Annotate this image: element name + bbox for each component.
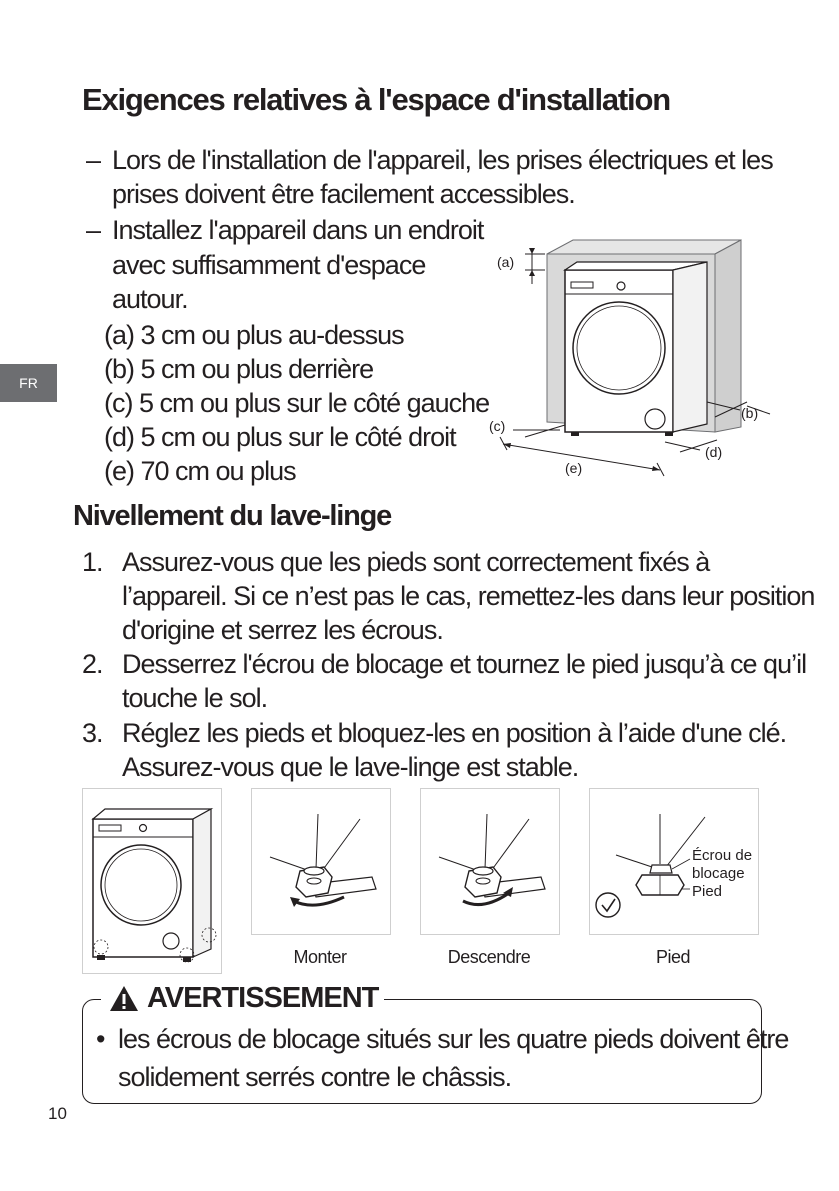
nut-label-line1: Écrou de [692,847,753,864]
foot-label: Pied [692,883,723,900]
caption-foot: Pied [655,947,691,967]
section-title-installation-space: Exigences relatives à l'espace d'installation [82,82,670,117]
step-text: l’appareil. Si ce n’est pas le cas, remettez-les dans leur position [122,581,815,611]
warning-triangle-icon [109,985,139,1012]
step-text: Réglez les pieds et bloquez-les en position à l’aide d'une clé. [122,718,787,748]
diagram-label-b: (b) [741,405,759,421]
lower-foot-illustration [421,789,559,934]
raise-foot-illustration [252,789,390,934]
caption-lower: Descendre [447,947,531,967]
diagram-label-e: (e) [565,460,583,476]
instruction-line: prises doivent être facilement accessibles. [112,179,575,209]
warning-text: les écrous de blocage situés sur les quatre pieds doivent être [118,1024,789,1054]
step-text: d'origine et serrez les écrous. [122,615,443,645]
warning-title [101,982,384,1015]
section-title-leveling: Nivellement du lave-linge [73,500,392,532]
caption-raise: Monter [293,947,347,967]
warning-bullet: • [96,1024,106,1054]
clearance-item-b: (b) 5 cm ou plus derrière [104,354,374,384]
page-number: 10 [48,1104,67,1123]
clearance-item-a: (a) 3 cm ou plus au-dessus [104,320,404,350]
clearance-item-c: (c) 5 cm ou plus sur le côté gauche [104,388,490,418]
step-number: 3. [82,718,103,748]
diagram-label-c: (c) [489,418,506,434]
step-text: Assurez-vous que le lave-linge est stable. [122,752,579,782]
step-number: 1. [82,547,103,577]
diagram-label-d: (d) [705,444,723,460]
step-text: Desserrez l'écrou de blocage et tournez le pied jusqu’à ce qu’il [122,649,807,679]
washing-machine-illustration [83,789,221,973]
dash-bullet: – [86,215,101,245]
clearance-item-e: (e) 70 cm ou plus [104,456,296,486]
instruction-line: Installez l'appareil dans un endroit [112,215,484,245]
dash-bullet: – [86,145,101,175]
foot-parts-illustration [590,789,758,934]
lower-foot-illustration-box [420,788,560,935]
foot-parts-illustration-box [589,788,759,935]
step-number: 2. [82,649,103,679]
installation-clearance-diagram [485,232,785,487]
step-text: Assurez-vous que les pieds sont correctement fixés à [122,547,710,577]
instruction-line: Lors de l'installation de l'appareil, les prises électriques et les [112,145,773,175]
step-text: touche le sol. [122,683,268,713]
nut-label-line2: blocage [692,865,745,882]
warning-text: solidement serrés contre le châssis. [118,1062,512,1092]
washer-illustration-box [82,788,222,974]
warning-title-text: AVERTISSEMENT [147,982,379,1014]
instruction-line: avec suffisamment d'espace [112,250,426,280]
language-tab: FR [0,364,57,402]
raise-foot-illustration-box [251,788,391,935]
diagram-label-a: (a) [497,254,515,270]
clearance-item-d: (d) 5 cm ou plus sur le côté droit [104,422,456,452]
instruction-line: autour. [112,284,188,314]
